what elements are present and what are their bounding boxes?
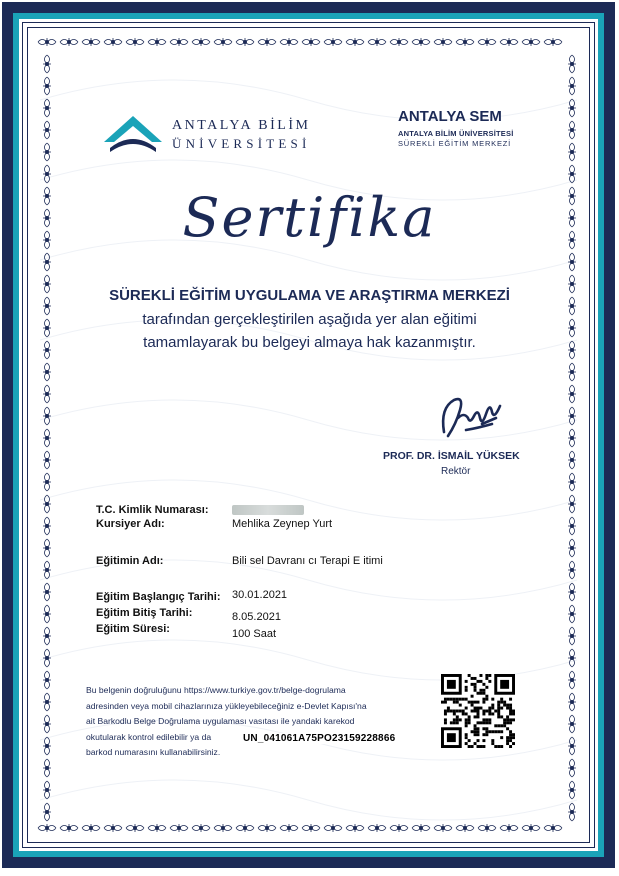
qr-code-icon[interactable] <box>441 674 515 748</box>
intro-line-1: tarafından gerçekleştirilen aşağıda yer alan eğitimi <box>142 311 477 328</box>
signatory-name: PROF. DR. İSMAİL YÜKSEK <box>383 450 520 462</box>
redacted-tc-number <box>232 505 304 515</box>
sem-suffix: SEM <box>469 108 502 125</box>
trainee-label: Kursiyer Adı: <box>96 518 165 530</box>
verification-line-5: barkod numarasını kullanabilirsiniz. <box>86 747 221 758</box>
verification-line-2: adresinden veya mobil cihazlarınıza yükleyebileceğiniz e-Devlet Kapısı'na <box>86 700 367 711</box>
sem-prefix: ANTALYA <box>398 108 470 125</box>
duration-value: 100 Saat <box>232 628 277 640</box>
signatory-title: Rektör <box>441 466 471 477</box>
sem-logo <box>398 108 528 158</box>
signature-icon <box>430 388 510 448</box>
mountain-logo-icon <box>100 112 166 156</box>
verification-text <box>86 683 426 761</box>
course-name: Bili sel Davranı cı Terapi E itimi <box>232 555 383 567</box>
verification-line-4: okutularak kontrol edilebilir ya da <box>86 731 212 742</box>
sem-logo-title <box>398 108 528 125</box>
trainee-name: Mehlika Zeynep Yurt <box>232 518 333 530</box>
barcode-number: UN_041061A75PO23159228866 <box>243 733 396 744</box>
university-logo <box>100 112 320 162</box>
verification-line-3: ait Barkodlu Belge Doğrulama uygulaması vasıtası ile yandaki karekod <box>86 716 355 727</box>
end-date-value: 8.05.2021 <box>232 611 281 623</box>
intro-line-2: tamamlayarak bu belgeyi almaya hak kazanmıştır. <box>143 334 476 351</box>
end-date-label: Eğitim Bitiş Tarihi: <box>96 607 193 619</box>
duration-label: Eğitim Süresi: <box>96 623 170 635</box>
start-date-label: Eğitim Başlangıç Tarihi: <box>96 591 221 603</box>
university-name-line1: ANTALYA BİLİM <box>172 118 311 133</box>
sem-logo-line2: ANTALYA BİLİM ÜNİVERSİTESİ <box>398 129 514 138</box>
certificate-title: Sertifika <box>182 186 437 249</box>
start-date-value: 30.01.2021 <box>232 589 288 601</box>
course-label: Eğitimin Adı: <box>96 555 164 567</box>
university-name-line2: ÜNİVERSİTESİ <box>172 136 311 151</box>
center-name: SÜREKLİ EĞİTİM UYGULAMA VE ARAŞTIRMA MERKEZİ <box>109 287 510 304</box>
tc-label: T.C. Kimlik Numarası: <box>96 504 209 516</box>
sem-logo-line3: SÜREKLİ EĞİTİM MERKEZİ <box>398 139 512 148</box>
verification-line-1: Bu belgenin doğruluğunu https://www.turkiye.gov.tr/belge-dogrulama <box>86 685 346 695</box>
